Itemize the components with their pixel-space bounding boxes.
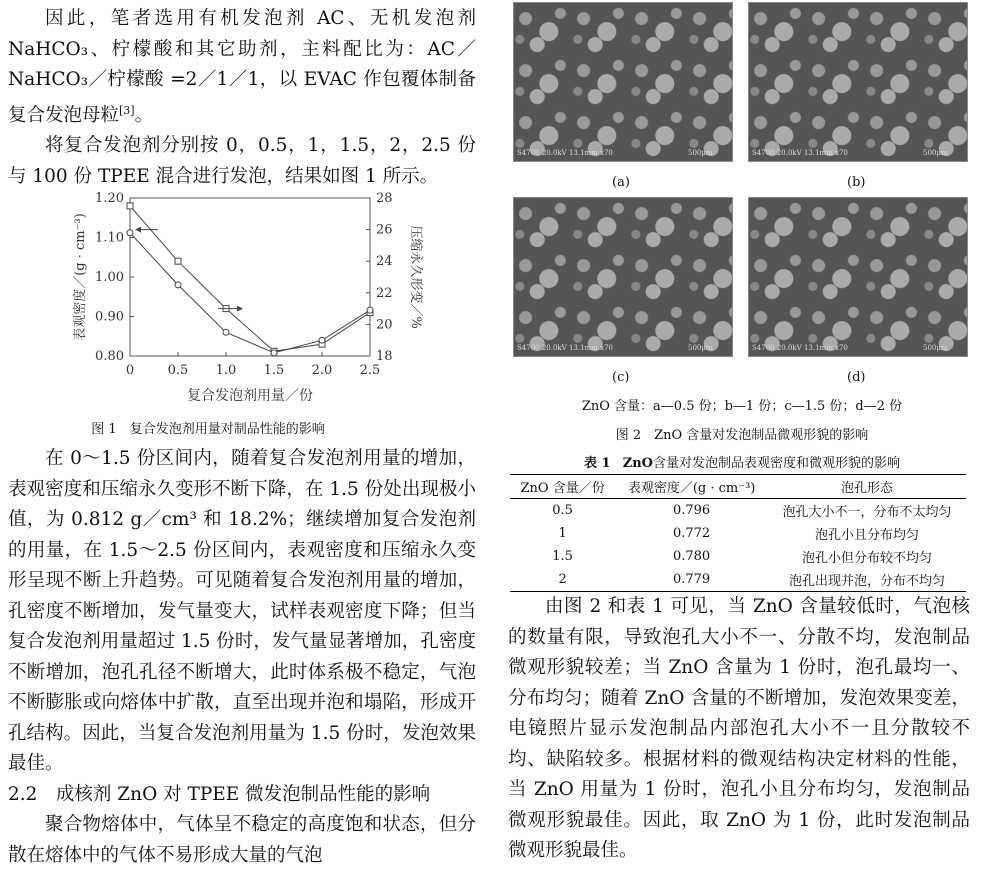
label-a: (a) [612,175,630,190]
paragraph-5: 由图 2 和表 1 可见，当 ZnO 含量较低时，气泡核的数量有限，导致泡孔大小不一、分散不均，发泡制品微观形貌较差；当 ZnO 含量为 1 份时，泡孔最均一、分布均匀；随着 ZnO 含量的不断增加，发泡效果变差，电镜照片显示发泡制品内部泡孔大小不一且分散较不均、缺陷较多。根据材料的微观结构决定材料的性能，当 ZnO 用量为 1 份时，泡孔小且分布均匀，发泡制品微观形貌最佳。因此，取 ZnO 为 1 份，此时发泡制品微观形貌最佳。 [508,596,970,861]
table-header-row [510,475,966,499]
paragraph-3: 在 0～1.5 份区间内，随着复合发泡剂用量的增加，表观密度和压缩永久变形不断下降，在 1.5 份处出现极小值，为 0.812 g／cm³ 和 18.2%；继续增加复合发泡剂的用量，在 1.5～2.5 份区间内，表观密度和压缩永久变形呈现不断上升趋势。可见随着复合发泡剂用量的增加，孔密度不断增加，发气量变大，试样表观密度下降；但当复合发泡剂用量超过 1.5 份时，发气量显著增加，孔密度不断增加，泡孔孔径不断增大，此时体系极不稳定，气泡不断膨胀或向熔体中扩散，直至出现并泡和塌陷，形成开孔结构。因此，当复合发泡剂用量为 1.5 份时，发泡效果最佳。 [8,448,476,775]
photo-info-a: S4700 20.0kV 13.1mm x70 [517,149,613,157]
table-row [510,522,966,545]
table-1-title-rest: 含量对发泡制品表观密度和微观形貌的影响 [652,456,900,471]
data-point-right [175,282,181,288]
x-tick-label: 1.0 [215,363,237,379]
table-row [510,568,966,592]
y-right-tick-label: 26 [376,222,393,238]
data-point-right [271,350,277,356]
table-header-cell: 泡孔形态 [840,481,893,496]
sem-image-c [513,197,733,357]
figure-1-chart [8,192,476,422]
photo-info-b: S4700 20.0kV 13.1mm x70 [752,149,848,157]
figure-1-caption: 图 1 复合发泡剂用量对制品性能的影响 [91,422,325,438]
y-right-tick-label: 22 [376,285,393,301]
table-cell: 泡孔小且分布均匀 [814,528,919,543]
sem-image-d [748,197,968,357]
y-right-tick-label: 28 [376,192,393,207]
photo-info-c: S4700 20.0kV 13.1mm x70 [517,344,613,352]
y-right-tick-label: 18 [376,349,393,365]
photo-scale-c: 500μm [688,344,713,352]
table-1-number: 表 1 [584,456,611,471]
y-right-axis-label: 压缩永久形变／% [408,225,423,329]
paragraph-1-text: 因此，笔者选用有机发泡剂 AC、无机发泡剂 NaHCO₃、柠檬酸和其它助剂，主料配比为：AC／NaHCO₃／柠檬酸 =2／1／1，以 EVAC 作包覆体制备复合发泡母粒 [8,8,476,126]
sem-image-a [513,2,733,162]
table-1-grid [510,474,966,592]
table-cell: 0.772 [672,526,711,541]
table-cell: 1 [558,526,567,541]
table-cell: 1.5 [552,549,573,564]
table-header-cell: ZnO 含量／份 [520,481,605,496]
photo-scale-a: 500μm [688,149,713,157]
paragraph-2: 将复合发泡剂分别按 0，0.5，1，1.5，2，2.5 份与 100 份 TPEE 混合进行发泡，结果如图 1 所示。 [8,135,476,187]
x-tick-label: 0 [125,363,135,379]
figure-2-subcaption: ZnO 含量：a—0.5 份；b—1 份；c—1.5 份；d—2 份 [581,399,903,414]
label-c: (c) [612,370,630,385]
y-right-tick-label: 24 [376,254,393,270]
x-tick-label: 1.5 [263,363,285,379]
x-axis-label: 复合发泡剂用量／份 [187,388,313,405]
table-1-title [508,452,976,471]
photo-info-d: S4700 20.0kV 13.1mm x70 [752,344,848,352]
data-point-left [175,258,181,264]
series-line-right [130,233,370,353]
reference-3: [3] [119,103,135,117]
y-left-tick-label: 1.10 [95,230,124,246]
y-left-tick-label: 1.20 [95,192,124,207]
x-tick-label: 0.5 [167,363,189,379]
paragraph-4: 聚合物熔体中，气体呈不稳定的高度饱和状态，但分散在熔体中的气体不易形成大量的气泡 [8,814,476,866]
table-cell: 0.779 [672,572,711,587]
table-cell: 0.780 [672,549,711,564]
photo-scale-d: 500μm [923,344,948,352]
right-column [508,0,976,879]
data-point-right [127,230,133,236]
y-left-tick-label: 0.80 [95,349,124,365]
section-heading-2-2: 2.2 成核剂 ZnO 对 TPEE 微发泡制品性能的影响 [8,783,431,805]
series-line-left [130,206,370,351]
table-cell: 泡孔出现并泡，分布不均匀 [788,574,945,589]
paragraph-1 [8,4,476,131]
table-cell: 2 [558,572,567,587]
table-cell: 泡孔小但分布较不均匀 [801,551,932,566]
y-left-tick-label: 1.00 [95,270,124,286]
arrow-right-head [237,306,243,312]
sem-image-b [748,2,968,162]
arrow-left-head [135,227,141,233]
figure-1 [8,192,476,444]
y-left-tick-label: 0.90 [95,309,124,325]
data-point-right [319,337,325,343]
data-point-right [367,307,373,313]
y-right-tick-label: 20 [376,317,393,333]
table-header-cell: 表观密度／(g · cm⁻³) [627,481,756,496]
x-tick-label: 2.5 [359,363,381,379]
figure-2-caption: 图 2 ZnO 含量对发泡制品微观形貌的影响 [615,428,869,443]
data-point-left [127,203,133,209]
table-row [510,545,966,568]
x-tick-label: 2.0 [311,363,333,379]
left-column [8,0,476,871]
table-cell: 0.5 [552,503,573,518]
table-1 [508,452,976,592]
table-cell: 泡孔大小不一，分布不太均匀 [782,505,952,520]
photo-scale-b: 500μm [923,149,948,157]
figure-2 [508,0,976,445]
y-left-axis-label: 表观密度／(g · cm⁻³) [73,213,88,341]
label-b: (b) [847,175,866,190]
table-1-title-zno: ZnO [622,456,653,471]
paragraph-1-end: 。 [134,104,154,126]
data-point-right [223,329,229,335]
table-row [510,499,966,523]
label-d: (d) [847,370,866,385]
table-cell: 0.796 [672,503,711,518]
